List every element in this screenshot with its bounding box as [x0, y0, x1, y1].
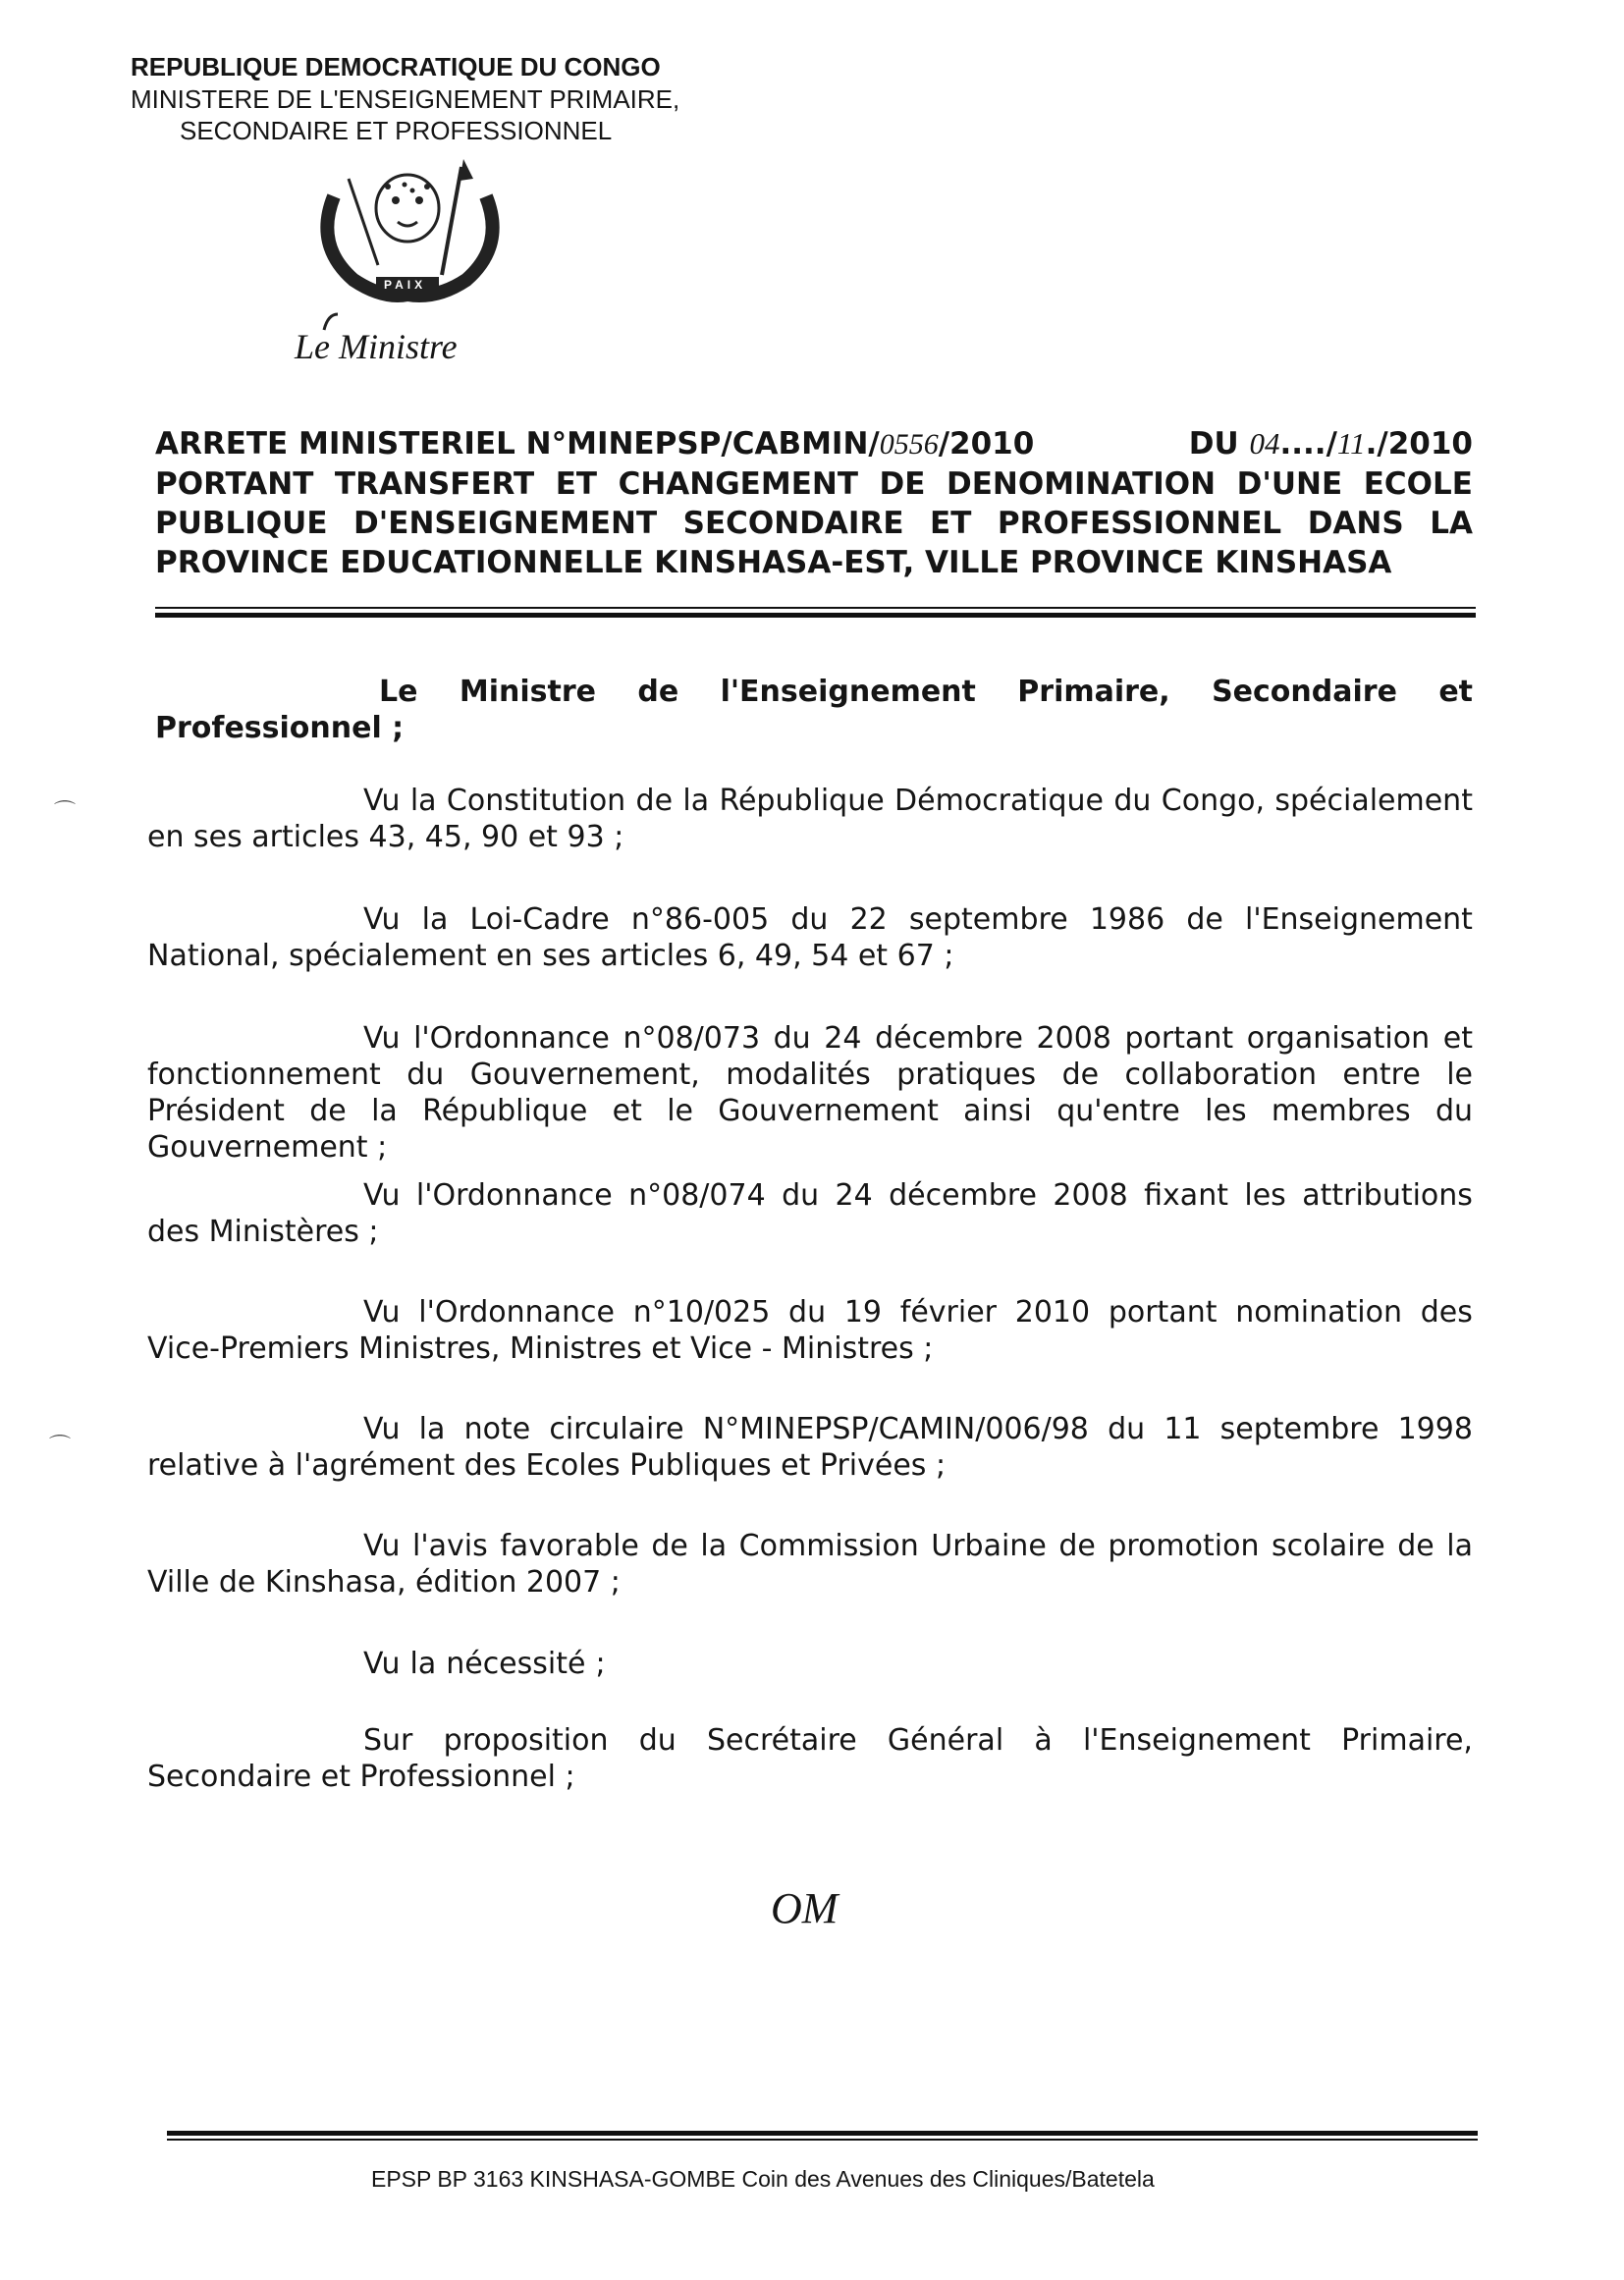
paragraph-word: de [635, 784, 674, 818]
preamble-line-1-text [379, 674, 1473, 710]
paragraph-first-line [147, 1646, 1473, 1682]
signatory-title: Le Ministre [295, 327, 458, 366]
preamble-word: et [1438, 675, 1473, 709]
divider-footer-thin [167, 2139, 1478, 2141]
line3-word: SECONDAIRE [682, 506, 904, 541]
paragraph-word: février [899, 1295, 997, 1330]
paragraph-word: Vu [363, 1295, 401, 1330]
consideration-paragraph [147, 1411, 1473, 1484]
preamble-word: Ministre [459, 675, 596, 709]
decree-ref-year: 2010 [949, 426, 1035, 461]
paragraph-word: fixant [1144, 1178, 1228, 1213]
paragraph-word: n°08/073 [623, 1021, 761, 1056]
paragraph-continuation: Secondaire et Professionnel ; [147, 1760, 575, 1794]
consideration-paragraph [147, 1020, 1473, 1166]
paragraph-word: 1998 [1397, 1412, 1473, 1446]
date-year: 2010 [1387, 426, 1473, 461]
paragraph-word: la [700, 1529, 728, 1563]
line2-word: PORTANT [155, 466, 314, 502]
preamble-word: de [637, 675, 679, 709]
consideration-paragraph [147, 1646, 1473, 1682]
consideration-paragraph [147, 1528, 1473, 1601]
paragraph-first-line [147, 1722, 1473, 1759]
paragraph-word: l'Ordonnance [418, 1295, 616, 1330]
paragraph-word: République [719, 784, 885, 818]
paragraph-word: Urbaine [931, 1529, 1047, 1563]
paragraph-word: spécialement [1274, 784, 1473, 818]
paragraph-word: des [1420, 1295, 1473, 1330]
paragraph-word: décembre [889, 1178, 1037, 1213]
consideration-paragraph [147, 901, 1473, 974]
paragraph-word: 1986 [1089, 902, 1165, 937]
title-line-2 [155, 464, 1473, 504]
paragraph-word: l'Ordonnance [415, 1178, 613, 1213]
paragraph-continuation: National, spécialement en ses articles 6, 49, 54 et 67 ; [147, 939, 954, 973]
divider-footer-thick [167, 2131, 1478, 2136]
paragraph-word: l'avis [412, 1529, 488, 1563]
preamble-word: l'Enseignement [720, 675, 976, 709]
paragraph-word: portant [1124, 1021, 1234, 1056]
consideration-paragraph [147, 1722, 1473, 1795]
line3-word: DANS [1307, 506, 1404, 541]
line2-word: DE [879, 466, 926, 502]
paragraph-word: Démocratique [894, 784, 1105, 818]
paragraph-word: nomination [1235, 1295, 1403, 1330]
footer-address: EPSP BP 3163 KINSHASA-GOMBE Coin des Avenues des Cliniques/Batetela [371, 2166, 1155, 2192]
paragraph-word: nécessité [446, 1647, 586, 1681]
paragraph-word: n°08/074 [628, 1178, 766, 1213]
paragraph-word: l'Enseignement [1244, 902, 1473, 937]
paragraph-word: N°MINEPSP/CAMIN/006/98 [702, 1412, 1089, 1446]
paragraph-continuation: Vice-Premiers Ministres, Ministres et Vice - Ministres ; [147, 1331, 934, 1366]
paragraph-word: Vu [363, 1412, 401, 1446]
line3-word: LA [1430, 506, 1473, 541]
paragraph-word: septembre [908, 902, 1068, 937]
paragraph-word: Primaire, [1341, 1723, 1473, 1758]
paragraph-word: Commission [738, 1529, 919, 1563]
line3-word: PUBLIQUE [155, 506, 328, 541]
paragraph-word: 24 [824, 1021, 862, 1056]
paragraph-word: de [1058, 1529, 1096, 1563]
paragraph-word: les [1244, 1178, 1286, 1213]
line2-word: D'UNE [1236, 466, 1343, 502]
paragraph-word: du [773, 1021, 811, 1056]
paragraph-word: scolaire [1272, 1529, 1385, 1563]
paragraph-word: organisation [1246, 1021, 1431, 1056]
margin-mark: ⌒ [49, 1435, 72, 1459]
preamble-line-2: Professionnel ; [155, 711, 405, 745]
initials-handwritten: OM [771, 1884, 839, 1932]
paragraph-continuation: des Ministères ; [147, 1215, 379, 1249]
title-line-4: PROVINCE EDUCATIONNELLE KINSHASA-EST, VILLE PROVINCE KINSHASA [155, 545, 1392, 580]
ministry-line-2: SECONDAIRE ET PROFESSIONNEL [180, 116, 613, 145]
consideration-paragraph [147, 783, 1473, 855]
paragraph-continuation: fonctionnement du Gouvernement, modalités pratiques de collaboration entre le Président de la République et le Gouvernement ainsi qu'entre les membres du Gouvernement ; [147, 1058, 1473, 1165]
preamble [155, 674, 1473, 746]
paragraph-word: du [782, 1178, 820, 1213]
paragraph-word: Vu [363, 784, 401, 818]
paragraph-word: Vu [363, 1021, 401, 1056]
preamble-word: Le [379, 675, 418, 709]
divider-top-thin [155, 607, 1476, 609]
paragraph-first-line [147, 1177, 1473, 1214]
divider-top-thick [155, 613, 1476, 618]
paragraph-word: du [1113, 784, 1152, 818]
paragraph-word: 2008 [1053, 1178, 1128, 1213]
paragraph-first-line [147, 901, 1473, 938]
paragraph-word: Sur [363, 1723, 413, 1758]
paragraph-word: Constitution [446, 784, 626, 818]
decree-reference: ARRETE MINISTERIEL N°MINEPSP/CABMIN/0556/2010 [155, 426, 1035, 461]
date-month-handwritten: 11 [1336, 426, 1366, 461]
line3-word: PROFESSIONNEL [997, 506, 1282, 541]
paragraph-word: la [418, 1412, 446, 1446]
paragraph-word: 19 [843, 1295, 883, 1330]
paragraph-word: 11 [1164, 1412, 1202, 1446]
paragraph-word: Vu [363, 1647, 401, 1681]
line3-word: ET [930, 506, 972, 541]
preamble-word: Primaire, [1017, 675, 1170, 709]
paragraph-word: ; [595, 1647, 606, 1681]
paragraph-first-line [147, 1294, 1473, 1330]
paragraph-word: du [638, 1723, 677, 1758]
paragraph-word: promotion [1108, 1529, 1260, 1563]
line3-word: D'ENSEIGNEMENT [353, 506, 658, 541]
paragraph-word: Vu [363, 1178, 401, 1213]
paragraph-first-line [147, 1411, 1473, 1447]
preamble-word: Secondaire [1212, 675, 1397, 709]
decree-ref-prefix: ARRETE MINISTERIEL N°MINEPSP/CABMIN/ [155, 426, 880, 461]
title-line-3 [155, 504, 1473, 543]
paragraph-word: du [788, 1295, 827, 1330]
paragraph-word: la [421, 902, 449, 937]
paragraph-word: l'Enseignement [1082, 1723, 1311, 1758]
line2-word: ET [555, 466, 598, 502]
line2-word: CHANGEMENT [618, 466, 858, 502]
paragraph-word: Congo, [1161, 784, 1266, 818]
paragraph-word: 22 [849, 902, 888, 937]
paragraph-word: de [1397, 1529, 1435, 1563]
paragraph-word: circulaire [549, 1412, 684, 1446]
title-line-1 [155, 424, 1473, 464]
paragraph-word: proposition [443, 1723, 609, 1758]
paragraph-word: Loi-Cadre [469, 902, 610, 937]
paragraph-continuation: relative à l'agrément des Ecoles Publiques et Privées ; [147, 1448, 947, 1483]
paragraph-word: du [790, 902, 829, 937]
paragraph-word: favorable [500, 1529, 639, 1563]
paragraph-word: de [1186, 902, 1223, 937]
paragraph-word: n°86-005 [630, 902, 770, 937]
paragraph-first-line [147, 1528, 1473, 1564]
consideration-paragraph [147, 1294, 1473, 1367]
paragraph-word: à [1034, 1723, 1053, 1758]
paragraph-word: attributions [1302, 1178, 1473, 1213]
margin-mark: ⌒ [54, 800, 77, 825]
decree-date-prefix: DU [1188, 426, 1239, 461]
paragraph-first-line [147, 1020, 1473, 1057]
paragraph-word: du [1108, 1412, 1146, 1446]
paragraph-word: note [463, 1412, 531, 1446]
paragraph-word: Vu [363, 1529, 401, 1563]
paragraph-word: n°10/025 [632, 1295, 771, 1330]
paragraph-continuation: Ville de Kinshasa, édition 2007 ; [147, 1565, 621, 1600]
paragraph-word: l'Ordonnance [413, 1021, 610, 1056]
paragraph-word: décembre [875, 1021, 1023, 1056]
paragraph-word: 2008 [1036, 1021, 1111, 1056]
decree-number-handwritten: 0556 [879, 428, 939, 461]
paragraph-word: et [1442, 1021, 1473, 1056]
paragraph-continuation: en ses articles 43, 45, 90 et 93 ; [147, 820, 624, 854]
paragraph-word: septembre [1219, 1412, 1380, 1446]
country-name: REPUBLIQUE DEMOCRATIQUE DU CONGO [131, 52, 661, 81]
paragraph-word: la [409, 784, 437, 818]
preamble-line-1 [155, 674, 1473, 710]
paragraph-word: 24 [835, 1178, 873, 1213]
line2-word: DENOMINATION [947, 466, 1217, 502]
paragraph-word: Secrétaire [706, 1723, 857, 1758]
line2-word: ECOLE [1363, 466, 1473, 502]
line2-word: TRANSFERT [334, 466, 535, 502]
paragraph-word: Général [887, 1723, 1004, 1758]
emblem-motto: PAIX [384, 278, 427, 292]
paragraph-word: la [682, 784, 710, 818]
consideration-paragraph [147, 1177, 1473, 1250]
paragraph-first-line [147, 783, 1473, 819]
coat-of-arms-icon [295, 157, 520, 334]
paragraph-word: 2010 [1014, 1295, 1091, 1330]
paragraph-word: de [651, 1529, 688, 1563]
ministry-line-1: MINISTERE DE L'ENSEIGNEMENT PRIMAIRE, [131, 84, 680, 114]
decree-date: DU 04..../11./2010 [1188, 426, 1473, 461]
date-day-handwritten: 04 [1249, 426, 1280, 461]
paragraph-word: Vu [363, 902, 401, 937]
paragraph-word: la [1446, 1529, 1473, 1563]
paragraph-word: la [409, 1647, 437, 1681]
paragraph-word: portant [1108, 1295, 1218, 1330]
decree-title [155, 424, 1473, 582]
